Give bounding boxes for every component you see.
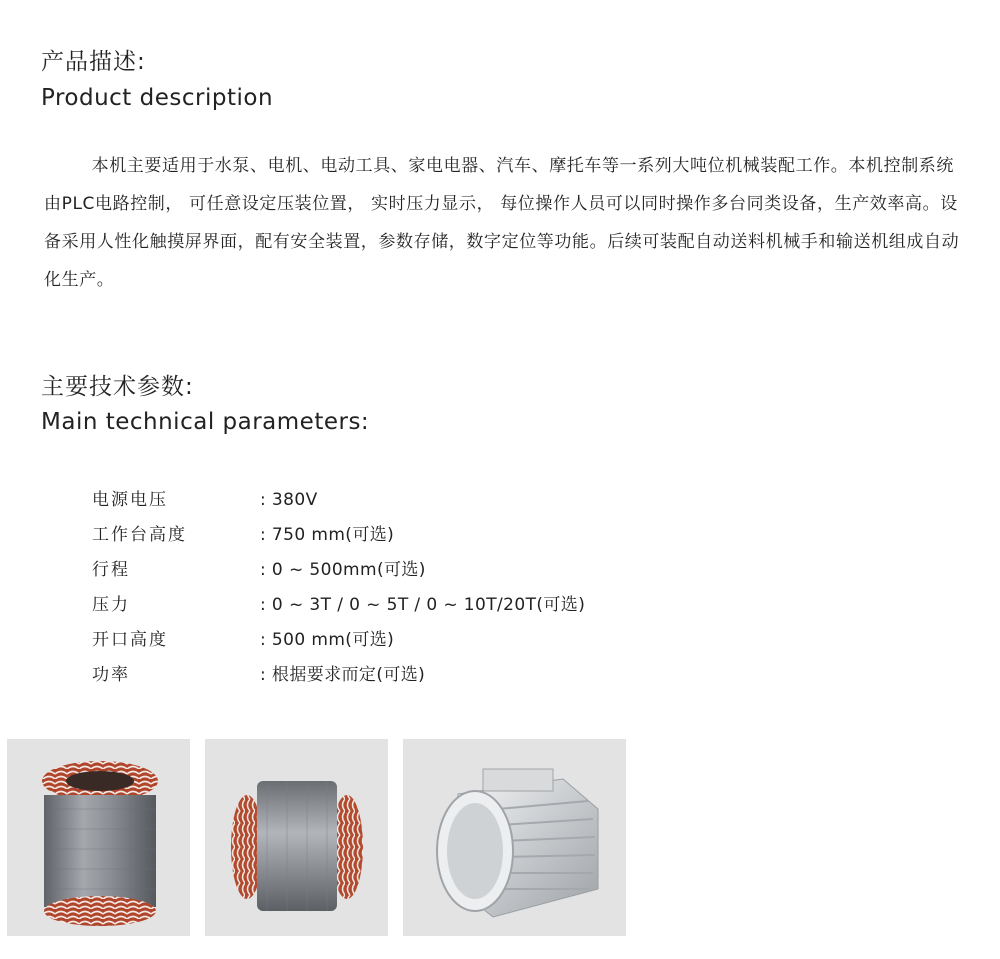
motor-stator-upright-photo — [7, 739, 190, 936]
param-key: 开口高度 — [92, 630, 168, 650]
motor-stator-upright-icon — [7, 739, 190, 936]
aluminum-motor-housing-photo — [403, 739, 626, 936]
product-description-title-en: Product description — [41, 85, 274, 111]
param-value: : 750 mm(可选) — [260, 525, 395, 545]
param-key: 电源电压 — [92, 490, 168, 510]
param-value: : 500 mm(可选) — [260, 630, 395, 650]
technical-parameters-title-cn: 主要技术参数: — [41, 374, 194, 400]
param-key: 行程 — [92, 560, 130, 580]
param-value: : 0 ~ 500mm(可选) — [260, 560, 426, 580]
technical-parameters-title-en: Main technical parameters: — [41, 409, 370, 435]
param-row-stroke — [92, 555, 692, 590]
param-value: : 380V — [260, 490, 318, 510]
param-row-voltage — [92, 485, 692, 520]
param-value: : 0 ~ 3T / 0 ~ 5T / 0 ~ 10T/20T(可选) — [260, 595, 586, 615]
param-key: 工作台高度 — [92, 525, 187, 545]
motor-stator-side-icon — [205, 739, 388, 936]
description-paragraph: 本机主要适用于水泵、电机、电动工具、家电电器、汽车、摩托车等一系列大吨位机械装配工作。本机控制系统由PLC电路控制， 可任意设定压装位置， 实时压力显示， 每位操作人员可以同时操作多台同类设备，生产效率高。设备采用人性化触摸屏界面，配有安全装置，参数存储，数字定位等功能。后续可装配自动送料机械手和输送机组成自动化生产。 — [44, 156, 960, 290]
parameters-list — [92, 485, 692, 695]
param-key: 压力 — [92, 595, 130, 615]
product-description-text — [44, 147, 964, 299]
product-description-title-cn: 产品描述: — [41, 49, 146, 75]
param-value: : 根据要求而定(可选) — [260, 665, 426, 685]
param-row-table-height — [92, 520, 692, 555]
motor-stator-side-photo — [205, 739, 388, 936]
param-row-power — [92, 660, 692, 695]
aluminum-motor-housing-icon — [403, 739, 626, 936]
param-row-pressure — [92, 590, 692, 625]
param-row-opening-height — [92, 625, 692, 660]
param-key: 功率 — [92, 665, 130, 685]
